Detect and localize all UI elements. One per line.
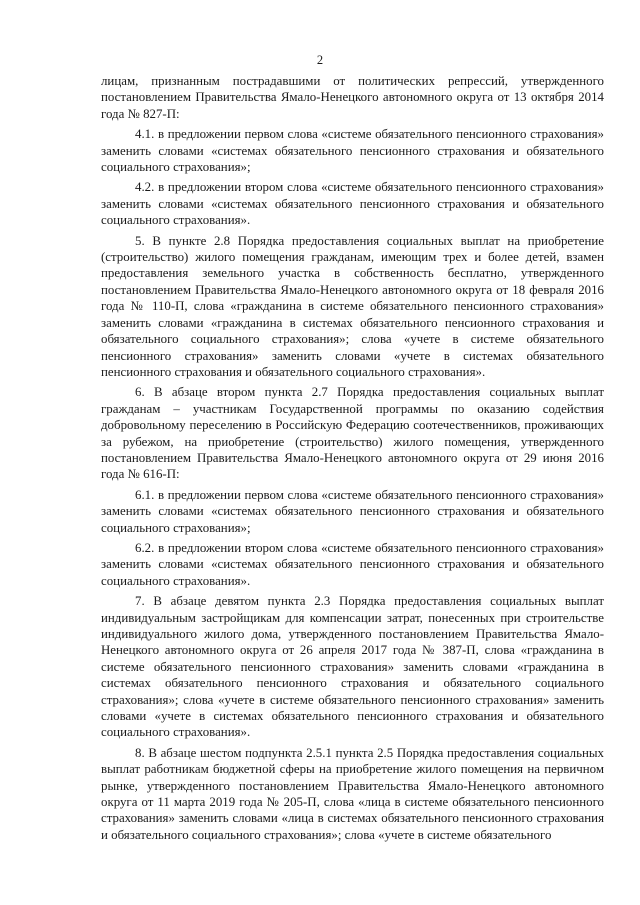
paragraph-6-2: 6.2. в предложении втором слова «системе обязательного пенсионного страхования» заменить словами «системах обязательного пенсионного страхования и обязательного социального страхования». bbox=[101, 540, 604, 588]
paragraph-4-1: 4.1. в предложении первом слова «системе обязательного пенсионного страхования» заменить словами «системах обязательного пенсионного страхования и обязательного социального страхования»; bbox=[101, 127, 604, 175]
page-number: 2 bbox=[316, 53, 324, 67]
paragraph-6-1: 6.1. в предложении первом слова «системе обязательного пенсионного страхования» заменить словами «системах обязательного пенсионного страхования и обязательного социального страхования»; bbox=[101, 487, 604, 535]
paragraph-4-2: 4.2. в предложении втором слова «системе обязательного пенсионного страхования» заменить словами «системах обязательного пенсионного страхования и обязательного социального страхования». bbox=[101, 180, 604, 228]
paragraph-8: 8. В абзаце шестом подпункта 2.5.1 пункта 2.5 Порядка предоставления социальных выплат работникам бюджетной сферы на приобретение жилого помещения на первичном рынке, утвержденного постановлением Правительства Ямало-Ненецкого автономного округа от 11 марта 2019 года № 205-П, слова «лица в системе обязательного пенсионного страхования» заменить словами «лица в системах обязательного пенсионного страхования и обязательного социального страхования»; слова «учете в системе обязательного bbox=[101, 745, 604, 842]
paragraph-5: 5. В пункте 2.8 Порядка предоставления социальных выплат на приобретение (строительство) жилого помещения гражданам, имеющим трех и более детей, взамен предоставления земельного участка в собственность бесплатно, утвержденного постановлением Правительства Ямало-Ненецкого автономного округа от 18 февраля 2016 года № 110-П, слова «гражданина в системе обязательного пенсионного страхования» заменить словами «гражданина в системах обязательного пенсионного страхования и обязательного социального страхования»; слова «учете в системе обязательного пенсионного страхования» заменить словами «учете в системах обязательного пенсионного страхования и обязательного социального страхования». bbox=[101, 233, 604, 379]
paragraph-6: 6. В абзаце втором пункта 2.7 Порядка предоставления социальных выплат гражданам – участникам Государственной программы по оказанию содействия добровольному переселению в Российскую Федерацию соотечественников, проживающих за рубежом, на приобретение (строительство) жилого помещения, утвержденного постановлением Правительства Ямало-Ненецкого автономного округа от 29 июня 2016 года № 616-П: bbox=[101, 385, 604, 482]
paragraph-continuation: лицам, признанным пострадавшими от политических репрессий, утвержденного постановлением Правительства Ямало-Ненецкого автономного округа от 13 октября 2014 года № 827-П: bbox=[101, 74, 604, 121]
paragraph-7: 7. В абзаце девятом пункта 2.3 Порядка предоставления социальных выплат индивидуальным застройщикам для компенсации затрат, понесенных при строительстве индивидуального жилого дома, утвержденного постановлением Правительства Ямало-Ненецкого автономного округа от 26 апреля 2017 года № 387-П, слова «гражданина в системе обязательного пенсионного страхования» заменить словами «гражданина в системах обязательного пенсионного страхования и обязательного социального страхования»; слова «учете в системе обязательного пенсионного страхования» заменить словами «учете в системах обязательного пенсионного страхования и обязательного социального страхования». bbox=[101, 594, 604, 740]
document-body bbox=[101, 73, 604, 847]
